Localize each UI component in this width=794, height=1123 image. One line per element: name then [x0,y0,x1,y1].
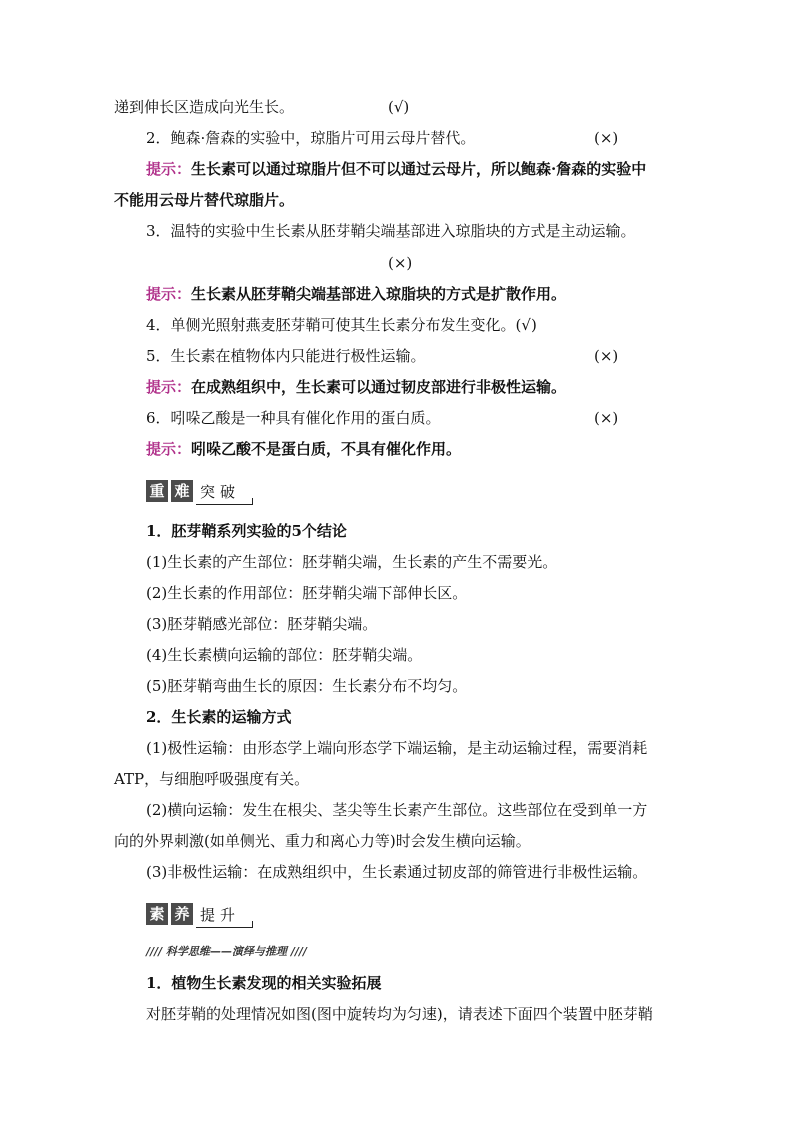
section-badge-literacy [146,903,256,929]
hint-text: 生长素从胚芽鞘尖端基部进入琼脂块的方式是扩散作用。 [191,285,567,303]
section2-heading: 1．植物生长素发现的相关实验拓展 [146,974,382,992]
hint-3 [146,284,566,304]
section1-heading-1: 1．胚芽鞘系列实验的5个结论 [146,522,347,540]
transport-3: (3)非极性运输：在成熟组织中，生长素通过韧皮部的筛管进行非极性运输。 [146,863,648,881]
transport-1: (1)极性运输：由形态学上端向形态学下端运输，是主动运输过程，需要消耗 [146,739,648,757]
badge-char: 难 [171,480,193,502]
hint-text: 在成熟组织中，生长素可以通过韧皮部进行非极性运输。 [191,378,567,396]
badge-char: 提 [200,906,216,924]
section-badge-key-points [146,480,256,506]
item-4-text: 4．单侧光照射燕麦胚芽鞘可使其生长素分布发生变化。(√) [146,316,537,334]
badge-char: 突 [200,483,216,501]
item-3-mark: (×) [388,254,413,272]
transport-1-cont: ATP，与细胞呼吸强度有关。 [114,770,310,788]
hint-text: 吲哚乙酸不是蛋白质，不具有催化作用。 [191,440,462,458]
hint-label: 提示： [146,160,192,178]
hint-5 [146,377,566,397]
hint-label: 提示： [146,285,192,303]
hint-2-cont: 不能用云母片替代琼脂片。 [114,191,295,209]
conclusion-5: (5)胚芽鞘弯曲生长的原因：生长素分布不均匀。 [146,677,468,695]
badge-char: 养 [171,903,193,925]
conclusion-1: (1)生长素的产生部位：胚芽鞘尖端，生长素的产生不需要光。 [146,553,558,571]
badge-underline [196,498,253,505]
conclusion-4: (4)生长素横向运输的部位：胚芽鞘尖端。 [146,646,423,664]
item-3-text: 3．温特的实验中生长素从胚芽鞘尖端基部进入琼脂块的方式是主动运输。 [146,222,636,240]
hint-2 [146,159,646,179]
badge-char: 重 [146,480,168,502]
item-1-text: 递到伸长区造成向光生长。 [114,98,295,116]
hint-label: 提示： [146,440,192,458]
hint-6 [146,439,461,459]
hint-label: 提示： [146,378,192,396]
section2-paragraph: 对胚芽鞘的处理情况如图(图中旋转均为匀速)，请表述下面四个装置中胚芽鞘 [146,1005,653,1023]
badge-char: 素 [146,903,168,925]
conclusion-3: (3)胚芽鞘感光部位：胚芽鞘尖端。 [146,615,378,633]
hint-text: 生长素可以通过琼脂片但不可以通过云母片，所以鲍森·詹森的实验中 [191,160,647,178]
item-2-mark: (×) [594,129,619,147]
item-1-mark: (√) [388,98,410,116]
item-6-text: 6．吲哚乙酸是一种具有催化作用的蛋白质。 [146,409,441,427]
badge-char: 破 [220,483,236,501]
badge-char: 升 [220,906,236,924]
item-5-text: 5．生长素在植物体内只能进行极性运输。 [146,347,426,365]
section1-heading-2: 2．生长素的运输方式 [146,708,292,726]
transport-2: (2)横向运输：发生在根尖、茎尖等生长素产生部位。这些部位在受到单一方 [146,801,648,819]
badge-underline [196,921,253,928]
transport-2-cont: 向的外界刺激(如单侧光、重力和离心力等)时会发生横向运输。 [114,832,531,850]
conclusion-2: (2)生长素的作用部位：胚芽鞘尖端下部伸长区。 [146,584,468,602]
item-5-mark: (×) [594,347,619,365]
item-6-mark: (×) [594,409,619,427]
section2-subtitle: //// 科学思维——演绎与推理 //// [146,945,307,958]
item-2-text: 2．鲍森·詹森的实验中，琼脂片可用云母片替代。 [146,129,476,147]
